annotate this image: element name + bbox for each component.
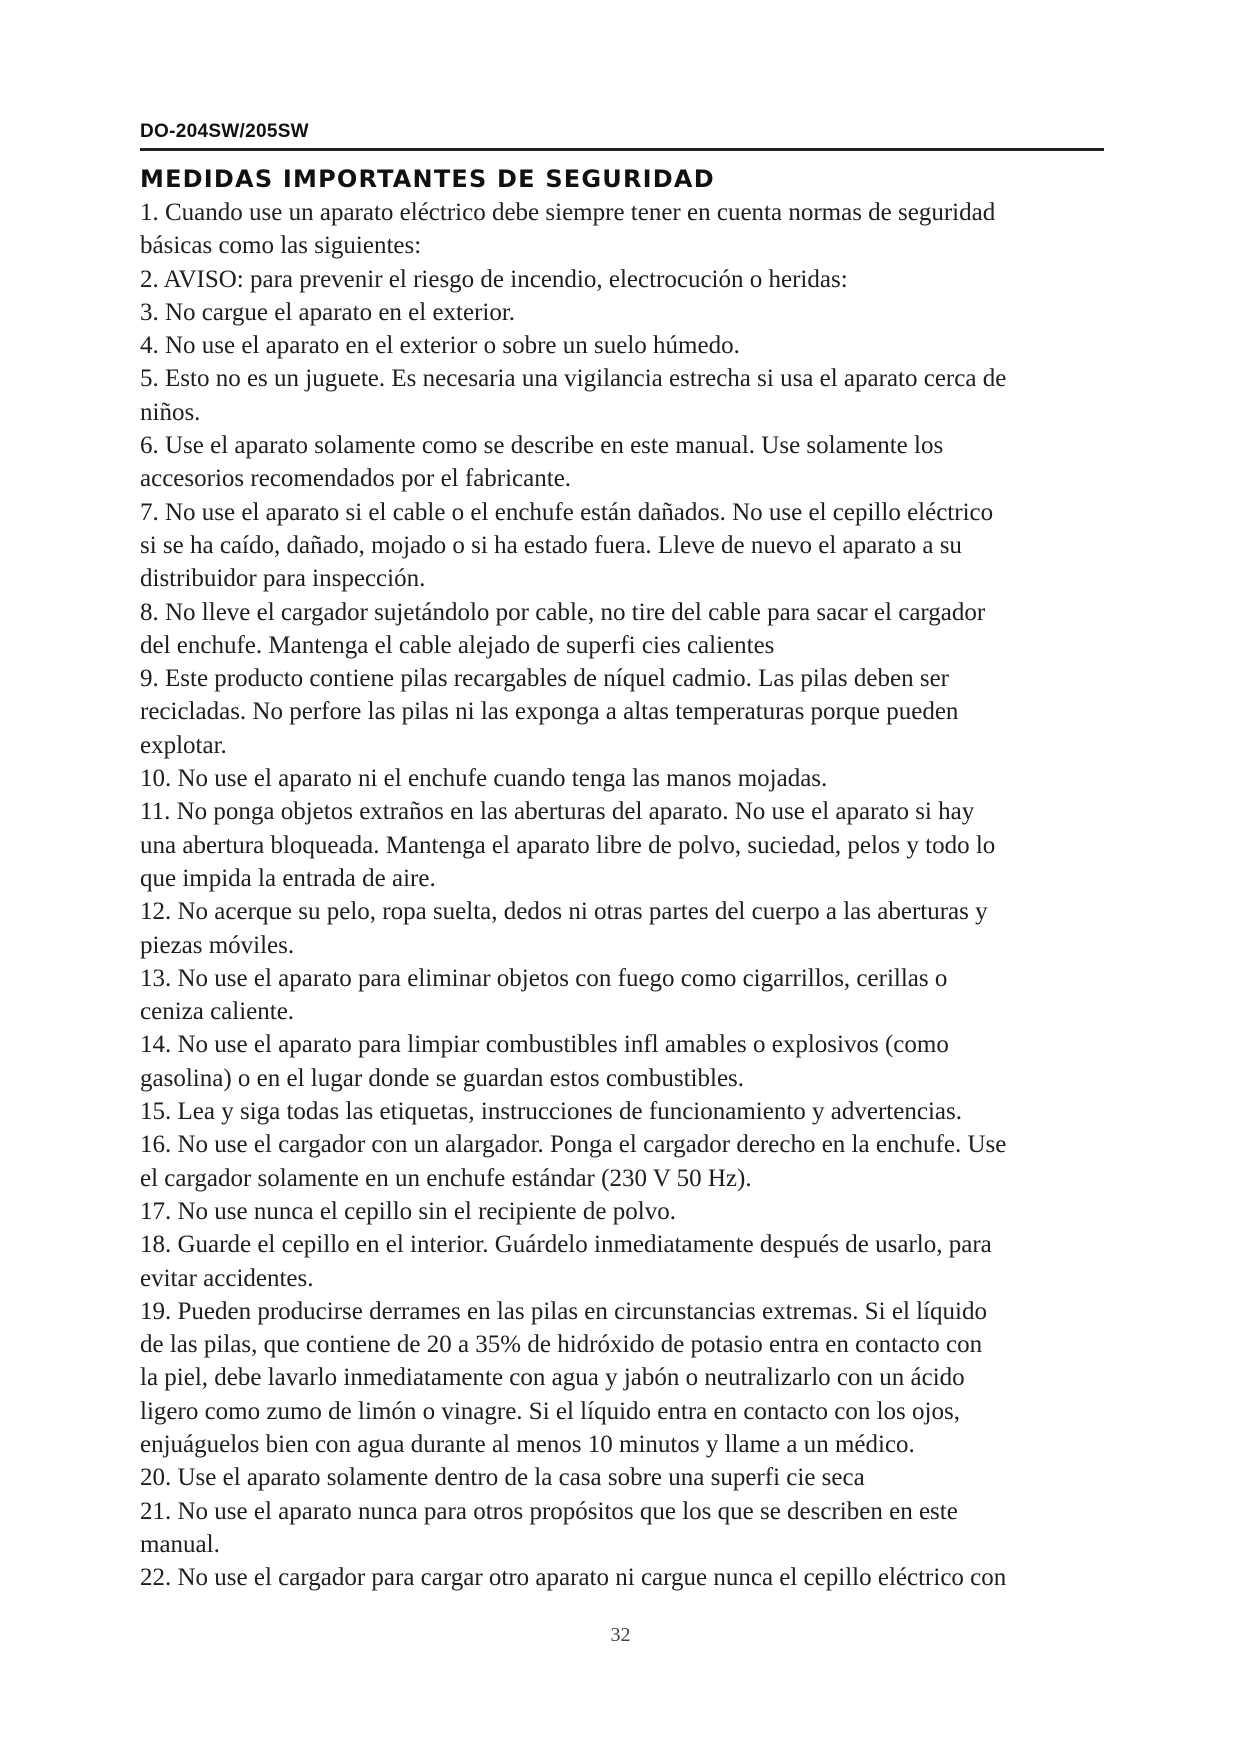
safety-item [140, 895, 1110, 962]
safety-item [140, 762, 1110, 795]
safety-item [140, 1095, 1110, 1128]
safety-item-line: ceniza caliente. [140, 998, 295, 1026]
safety-item-line: 15. Lea y siga todas las etiquetas, instrucciones de funcionamiento y advertencias. [140, 1098, 962, 1126]
safety-item [140, 196, 1110, 263]
safety-item [140, 296, 1110, 329]
safety-item-line: 2. AVISO: para prevenir el riesgo de incendio, electrocución o heridas: [140, 265, 848, 293]
safety-item-line: 17. No use nunca el cepillo sin el recipiente de polvo. [140, 1197, 676, 1225]
safety-item [140, 1495, 1110, 1562]
safety-item-line: de las pilas, que contiene de 20 a 35% de hidróxido de potasio entra en contacto con [140, 1331, 983, 1359]
safety-item [140, 795, 1110, 895]
safety-item-line: 7. No use el aparato si el cable o el enchufe están dañados. No use el cepillo eléctrico [140, 498, 994, 526]
safety-item-line: evitar accidentes. [140, 1264, 314, 1292]
safety-item [140, 429, 1110, 496]
safety-item-line: piezas móviles. [140, 931, 295, 959]
safety-item-line: accesorios recomendados por el fabricante. [140, 465, 572, 493]
safety-item [140, 1128, 1110, 1195]
safety-item-line: 5. Esto no es un juguete. Es necesaria una vigilancia estrecha si usa el aparato cerca de [140, 365, 1007, 393]
header-divider [140, 148, 1104, 151]
safety-item-line: 18. Guarde el cepillo en el interior. Guárdelo inmediatamente después de usarlo, para [140, 1231, 992, 1259]
safety-item-line: niños. [140, 398, 201, 426]
safety-item [140, 329, 1110, 362]
safety-item [140, 662, 1110, 762]
safety-item-line: enjuáguelos bien con agua durante al menos 10 minutos y llame a un médico. [140, 1430, 915, 1458]
safety-item [140, 1561, 1110, 1594]
safety-item-line: distribuidor para inspección. [140, 565, 426, 593]
safety-item [140, 1228, 1110, 1295]
safety-item-line: 16. No use el cargador con un alargador. Ponga el cargador derecho en la enchufe. Use [140, 1131, 1007, 1159]
safety-item-line: 21. No use el aparato nunca para otros propósitos que los que se describen en este [140, 1497, 958, 1525]
safety-item-line: que impida la entrada de aire. [140, 864, 436, 892]
page-number: 32 [610, 1624, 631, 1646]
safety-item-line: 11. No ponga objetos extraños en las aberturas del aparato. No use el aparato si hay [140, 798, 975, 826]
safety-instructions-list [140, 196, 1110, 1594]
safety-item-line: 10. No use el aparato ni el enchufe cuando tenga las manos mojadas. [140, 765, 828, 793]
safety-item [140, 962, 1110, 1029]
safety-item-line: si se ha caído, dañado, mojado o si ha estado fuera. Lleve de nuevo el aparato a su [140, 531, 962, 559]
safety-item [140, 362, 1110, 429]
safety-item [140, 1461, 1110, 1494]
safety-item-line: la piel, debe lavarlo inmediatamente con agua y jabón o neutralizarlo con un ácido [140, 1364, 965, 1392]
section-title: MEDIDAS IMPORTANTES DE SEGURIDAD [140, 165, 715, 193]
safety-item-line: 20. Use el aparato solamente dentro de la casa sobre una superfi cie seca [140, 1464, 865, 1492]
safety-item-line: manual. [140, 1530, 220, 1558]
safety-item-line: ligero como zumo de limón o vinagre. Si el líquido entra en contacto con los ojos, [140, 1397, 960, 1425]
safety-item-line: 14. No use el aparato para limpiar combustibles infl amables o explosivos (como [140, 1031, 949, 1059]
safety-item [140, 496, 1110, 596]
safety-item-line: 19. Pueden producirse derrames en las pilas en circunstancias extremas. Si el líquido [140, 1297, 987, 1325]
safety-item-line: 13. No use el aparato para eliminar objetos con fuego como cigarrillos, cerillas o [140, 964, 948, 992]
safety-item [140, 1295, 1110, 1461]
safety-item-line: 6. Use el aparato solamente como se describe en este manual. Use solamente los [140, 432, 944, 460]
safety-item-line: 4. No use el aparato en el exterior o sobre un suelo húmedo. [140, 332, 740, 360]
safety-item-line: el cargador solamente en un enchufe estándar (230 V 50 Hz). [140, 1164, 752, 1192]
safety-item-line: explotar. [140, 731, 227, 759]
safety-item [140, 596, 1110, 663]
safety-item [140, 1195, 1110, 1228]
safety-item-line: gasolina) o en el lugar donde se guardan estos combustibles. [140, 1064, 745, 1092]
safety-item [140, 263, 1110, 296]
safety-item-line: 9. Este producto contiene pilas recargables de níquel cadmio. Las pilas deben ser [140, 665, 949, 693]
safety-item-line: 8. No lleve el cargador sujetándolo por cable, no tire del cable para sacar el cargador [140, 598, 986, 626]
safety-item [140, 1028, 1110, 1095]
safety-item-line: 12. No acerque su pelo, ropa suelta, dedos ni otras partes del cuerpo a las aberturas y [140, 898, 988, 926]
model-number-header: DO-204SW/205SW [140, 121, 309, 142]
safety-item-line: básicas como las siguientes: [140, 232, 422, 260]
safety-item-line: 22. No use el cargador para cargar otro aparato ni cargue nunca el cepillo eléctrico con [140, 1564, 1007, 1592]
safety-item-line: recicladas. No perfore las pilas ni las exponga a altas temperaturas porque pueden [140, 698, 959, 726]
safety-item-line: 3. No cargue el aparato en el exterior. [140, 298, 516, 326]
safety-item-line: 1. Cuando use un aparato eléctrico debe siempre tener en cuenta normas de seguridad [140, 199, 996, 226]
safety-item-line: del enchufe. Mantenga el cable alejado de superfi cies calientes [140, 631, 775, 659]
safety-item-line: una abertura bloqueada. Mantenga el aparato libre de polvo, suciedad, pelos y todo lo [140, 831, 996, 859]
